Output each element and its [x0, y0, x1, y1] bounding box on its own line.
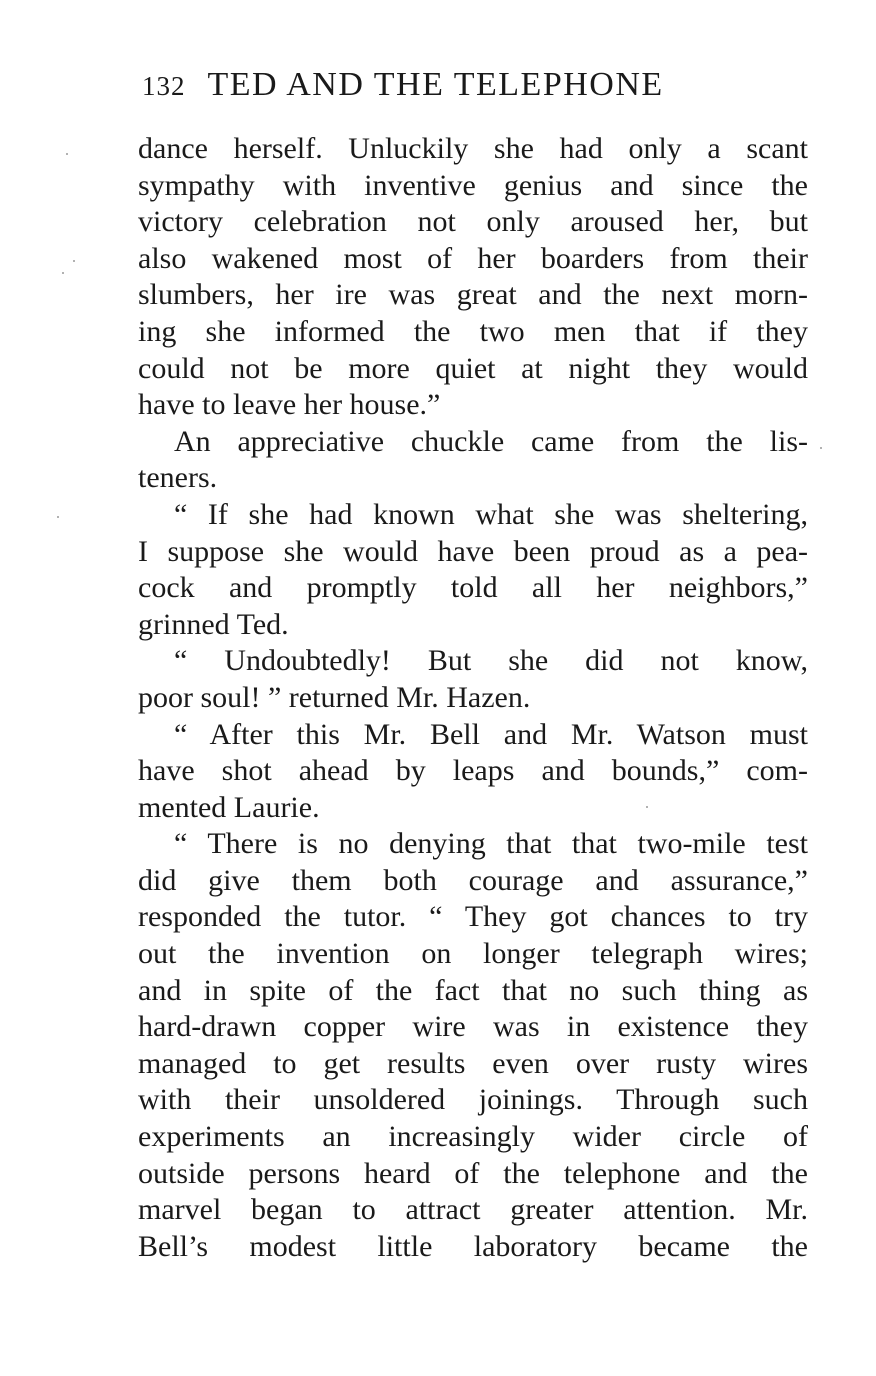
text-line: “ After this Mr. Bell and Mr. Watson must [174, 717, 808, 751]
text-line: grinned Ted. [138, 607, 289, 641]
text-line: slumbers, her ire was great and the next morn- [138, 278, 808, 312]
margin-speck [57, 516, 59, 518]
text-line: victory celebration not only aroused her, but [138, 205, 808, 239]
text-line: have shot ahead by leaps and bounds,” com- [138, 754, 808, 788]
margin-speck [73, 260, 75, 262]
text-line: “ There is no denying that that two-mile test [174, 827, 808, 861]
text-line: and in spite of the fact that no such thing as [138, 973, 808, 1007]
text-line: hard-drawn copper wire was in existence they [138, 1010, 808, 1044]
text-line: with their unsoldered joinings. Through such [138, 1083, 808, 1117]
running-head-title: TED AND THE TELEPHONE [207, 66, 664, 103]
margin-speck [820, 447, 822, 449]
text-line: sympathy with inventive genius and since the [138, 168, 808, 202]
text-line: have to leave her house.” [138, 388, 441, 422]
text-line: I suppose she would have been proud as a pea- [138, 534, 808, 568]
margin-speck [62, 272, 64, 274]
running-head [142, 60, 812, 110]
page-number: 132 [142, 71, 186, 101]
text-line: “ If she had known what she was sheltering, [174, 497, 808, 531]
text-line: also wakened most of her boarders from their [138, 241, 808, 275]
text-line: could not be more quiet at night they would [138, 351, 808, 385]
text-line: An appreciative chuckle came from the lis- [174, 424, 808, 458]
text-line: marvel began to attract greater attention. Mr. [138, 1193, 808, 1227]
text-line: “ Undoubtedly! But she did not know, [174, 644, 808, 678]
body-text [138, 131, 808, 1265]
text-line: experiments an increasingly wider circle of [138, 1120, 808, 1154]
text-line: poor soul! ” returned Mr. Hazen. [138, 680, 531, 714]
text-line: responded the tutor. “ They got chances to try [138, 900, 808, 934]
margin-speck [646, 806, 648, 808]
text-line: dance herself. Unluckily she had only a scant [138, 132, 808, 165]
text-line: cock and promptly told all her neighbors,” [138, 571, 808, 605]
text-line: did give them both courage and assurance,” [138, 863, 808, 897]
text-line: teners. [138, 461, 218, 495]
text-line: managed to get results even over rusty wires [138, 1046, 808, 1080]
text-line: mented Laurie. [138, 790, 320, 824]
margin-speck [66, 153, 68, 155]
text-line: ing she informed the two men that if they [138, 314, 808, 348]
text-line: Bell’s modest little laboratory became the [138, 1229, 808, 1263]
text-line: out the invention on longer telegraph wires; [138, 937, 808, 971]
text-line: outside persons heard of the telephone and the [138, 1156, 808, 1190]
